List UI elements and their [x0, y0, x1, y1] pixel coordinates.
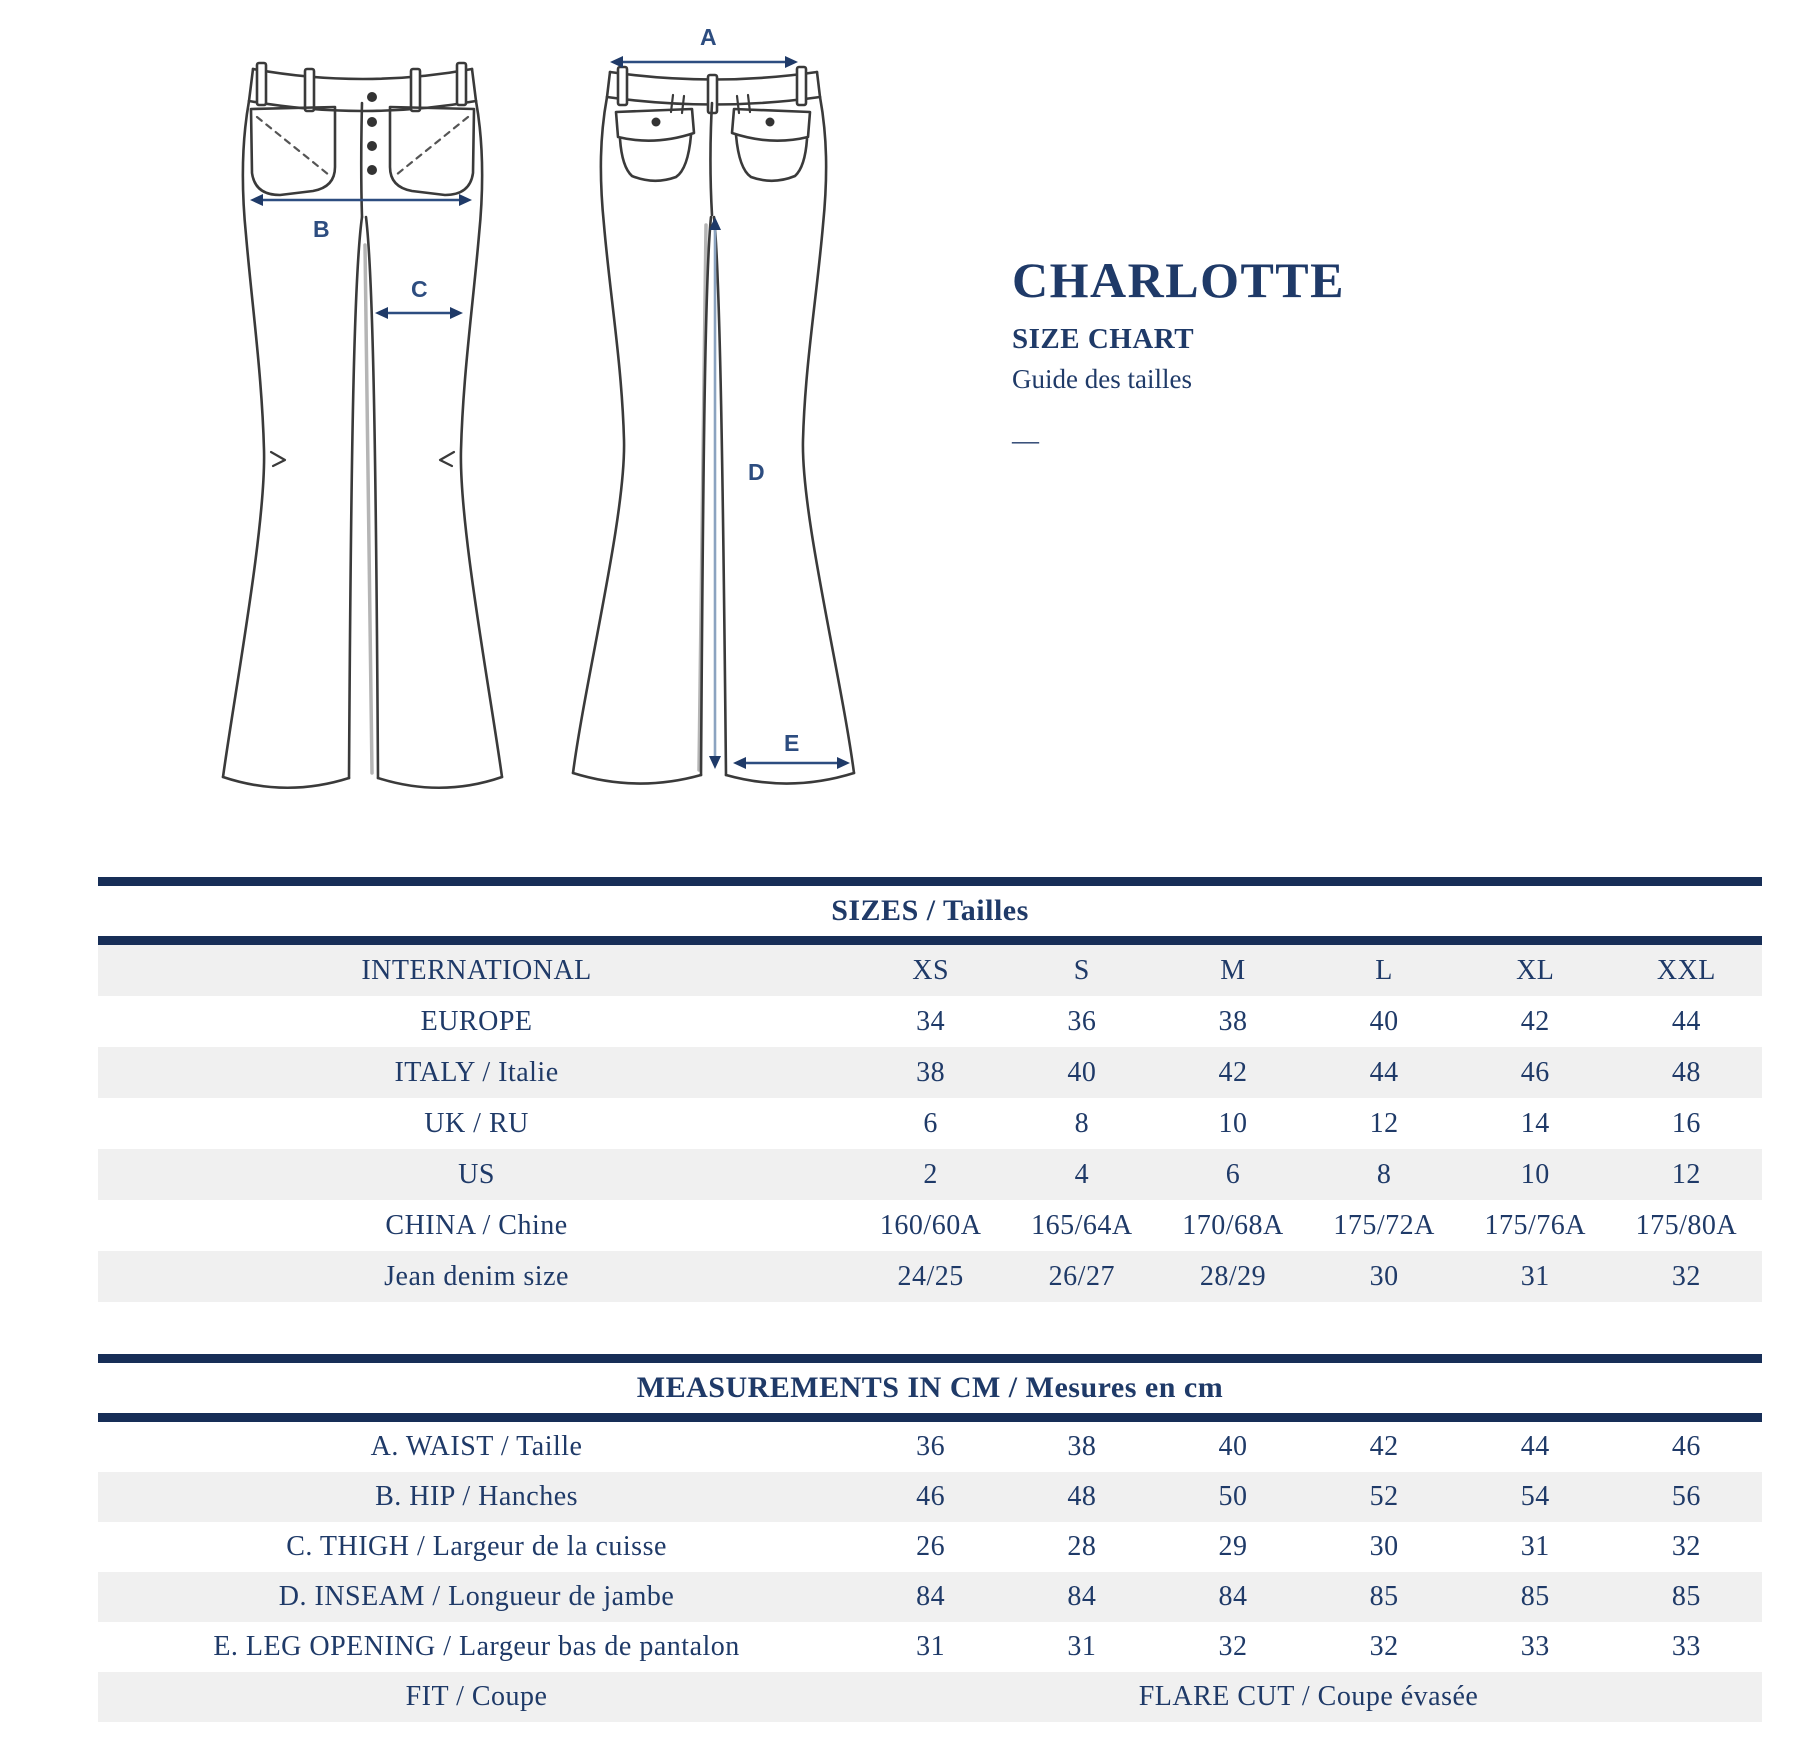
measure-cell: 44: [1520, 1431, 1550, 1462]
size-cell: 175/80A: [1635, 1209, 1738, 1241]
size-chart-title: SIZE CHART: [1012, 323, 1195, 355]
table-row-inseam: [98, 1572, 1762, 1622]
measure-cell: 85: [1671, 1581, 1701, 1612]
measure-cell: 46: [1671, 1431, 1701, 1462]
measure-arrow-c: [375, 276, 463, 319]
measure-cell: 29: [1218, 1531, 1248, 1562]
measure-cell: 52: [1369, 1481, 1399, 1512]
measure-cell: 28: [1067, 1531, 1097, 1562]
size-cell: 8: [1074, 1107, 1090, 1139]
size-cell: 175/72A: [1333, 1209, 1435, 1241]
size-cell: 38: [1218, 1005, 1248, 1037]
measure-cell: 32: [1671, 1531, 1701, 1562]
belt-loop: [305, 69, 314, 111]
size-cell: S: [1073, 954, 1090, 986]
measure-cell: 42: [1369, 1431, 1399, 1462]
sizes-table-header: SIZES / Tailles: [831, 894, 1029, 927]
back-pocket-right: [732, 109, 810, 181]
measure-cell: 84: [1218, 1581, 1248, 1612]
table-row-china: [98, 1200, 1762, 1251]
size-cell: 4: [1074, 1158, 1090, 1190]
size-cell: 31: [1520, 1260, 1550, 1292]
size-cell: 30: [1369, 1260, 1399, 1292]
sizes-table: [98, 945, 1762, 1302]
measure-cell: 85: [1520, 1581, 1550, 1612]
measure-cell: 48: [1067, 1481, 1097, 1512]
measure-arrow-a: [610, 25, 798, 68]
row-label: B. HIP / Hanches: [375, 1481, 579, 1512]
row-label: ITALY / Italie: [394, 1056, 559, 1088]
size-cell: 34: [916, 1005, 946, 1037]
row-label: C. THIGH / Largeur de la cuisse: [286, 1531, 667, 1562]
measure-cell: 40: [1218, 1431, 1248, 1462]
row-label: US: [458, 1158, 495, 1190]
row-label: CHINA / Chine: [385, 1209, 568, 1241]
measure-label-b: B: [313, 216, 330, 242]
pants-back-sketch: [570, 25, 860, 810]
size-cell: 160/60A: [879, 1209, 982, 1241]
table-row-waist: [98, 1422, 1762, 1472]
measure-cell: 26: [916, 1531, 946, 1562]
measure-cell: 54: [1520, 1481, 1550, 1512]
row-label: A. WAIST / Taille: [370, 1431, 583, 1462]
size-chart-subtitle: Guide des tailles: [1012, 364, 1192, 394]
back-pocket-left: [616, 109, 694, 181]
size-cell: 44: [1671, 1005, 1701, 1037]
rule-above-measurements: [98, 1354, 1762, 1363]
rule-under-measurements-header: [98, 1413, 1762, 1422]
title-block: [1012, 252, 1346, 456]
pants-back-outline: [573, 67, 854, 784]
size-cell: 165/64A: [1031, 1209, 1133, 1241]
measure-cell: 31: [916, 1631, 946, 1662]
table-row-fit: [98, 1672, 1762, 1722]
size-cell: 44: [1369, 1056, 1399, 1088]
front-pocket-right: [390, 107, 474, 195]
size-cell: 6: [923, 1107, 938, 1139]
measure-cell: 46: [916, 1481, 946, 1512]
size-cell: 175/76A: [1484, 1209, 1586, 1241]
belt-loop: [457, 63, 466, 105]
measure-cell: 31: [1520, 1531, 1550, 1562]
size-cell: 24/25: [897, 1260, 964, 1292]
measure-label-a: A: [700, 25, 717, 50]
measure-cell: 56: [1671, 1481, 1701, 1512]
measure-cell: 85: [1369, 1581, 1399, 1612]
row-label: Jean denim size: [384, 1260, 569, 1292]
size-cell: L: [1375, 954, 1393, 986]
table-row-jean-denim: [98, 1251, 1762, 1302]
measure-cell: 84: [916, 1581, 946, 1612]
measure-cell: 30: [1369, 1531, 1399, 1562]
measure-cell: 33: [1520, 1631, 1550, 1662]
size-cell: 170/68A: [1182, 1209, 1284, 1241]
table-row-uk: [98, 1098, 1762, 1149]
size-cell: 16: [1671, 1107, 1701, 1139]
measure-label-c: C: [411, 276, 428, 302]
measure-cell: 32: [1369, 1631, 1399, 1662]
measure-arrow-e: [733, 730, 850, 769]
size-cell: 12: [1369, 1107, 1399, 1139]
pants-front-sketch: [205, 45, 520, 805]
rule-top: [98, 877, 1762, 886]
size-cell: M: [1220, 954, 1246, 986]
measure-label-d: D: [748, 459, 765, 485]
pants-front-outline: [223, 63, 502, 788]
divider-dash: —: [1012, 425, 1039, 455]
size-cell: 8: [1376, 1158, 1392, 1190]
product-name: CHARLOTTE: [1012, 252, 1346, 308]
table-row-hip: [98, 1472, 1762, 1522]
measurements-table: [98, 1422, 1762, 1722]
table-row-international: [98, 945, 1762, 996]
size-cell: 46: [1520, 1056, 1550, 1088]
tables-section: [98, 877, 1762, 1722]
size-cell: XS: [912, 954, 950, 986]
measure-cell: 50: [1218, 1481, 1248, 1512]
table-row-europe: [98, 996, 1762, 1047]
measure-cell: 33: [1671, 1631, 1701, 1662]
size-cell: 40: [1067, 1056, 1097, 1088]
measurements-table-header: MEASUREMENTS IN CM / Mesures en cm: [636, 1371, 1224, 1404]
row-label: D. INSEAM / Longueur de jambe: [278, 1581, 675, 1612]
fit-value: FLARE CUT / Coupe évasée: [1138, 1681, 1479, 1712]
measure-cell: 38: [1067, 1431, 1097, 1462]
measure-cell: 84: [1067, 1581, 1097, 1612]
size-cell: 42: [1218, 1056, 1248, 1088]
belt-loop: [257, 63, 266, 105]
size-cell: 38: [916, 1056, 946, 1088]
belt-loop: [797, 67, 806, 105]
table-row-us: [98, 1149, 1762, 1200]
size-cell: 32: [1671, 1260, 1701, 1292]
size-cell: 12: [1671, 1158, 1701, 1190]
table-row-italy: [98, 1047, 1762, 1098]
size-cell: 40: [1369, 1005, 1399, 1037]
size-cell: 2: [923, 1158, 938, 1190]
size-cell: 10: [1218, 1107, 1248, 1139]
row-label: EUROPE: [420, 1005, 533, 1037]
row-label: INTERNATIONAL: [361, 954, 592, 986]
row-label: E. LEG OPENING / Largeur bas de pantalon: [213, 1631, 740, 1662]
tables-gap: [98, 1302, 1762, 1354]
table-row-thigh: [98, 1522, 1762, 1572]
row-label: UK / RU: [424, 1107, 529, 1139]
size-cell: 42: [1520, 1005, 1550, 1037]
table-row-leg-opening: [98, 1622, 1762, 1672]
measure-cell: 31: [1067, 1631, 1097, 1662]
belt-loop: [618, 67, 627, 105]
measure-cell: 36: [916, 1431, 946, 1462]
size-cell: 10: [1520, 1158, 1550, 1190]
belt-loop: [411, 69, 420, 111]
size-cell: 6: [1225, 1158, 1241, 1190]
rule-under-sizes-header: [98, 936, 1762, 945]
size-cell: 28/29: [1199, 1260, 1267, 1292]
measure-label-e: E: [784, 730, 800, 756]
size-cell: XXL: [1656, 954, 1716, 986]
row-label: FIT / Coupe: [405, 1681, 548, 1712]
size-cell: XL: [1516, 954, 1555, 986]
size-cell: 14: [1520, 1107, 1550, 1139]
size-cell: 36: [1067, 1005, 1097, 1037]
front-pocket-left: [251, 107, 335, 195]
size-cell: 26/27: [1048, 1260, 1115, 1292]
measure-cell: 32: [1218, 1631, 1248, 1662]
size-cell: 48: [1671, 1056, 1701, 1088]
